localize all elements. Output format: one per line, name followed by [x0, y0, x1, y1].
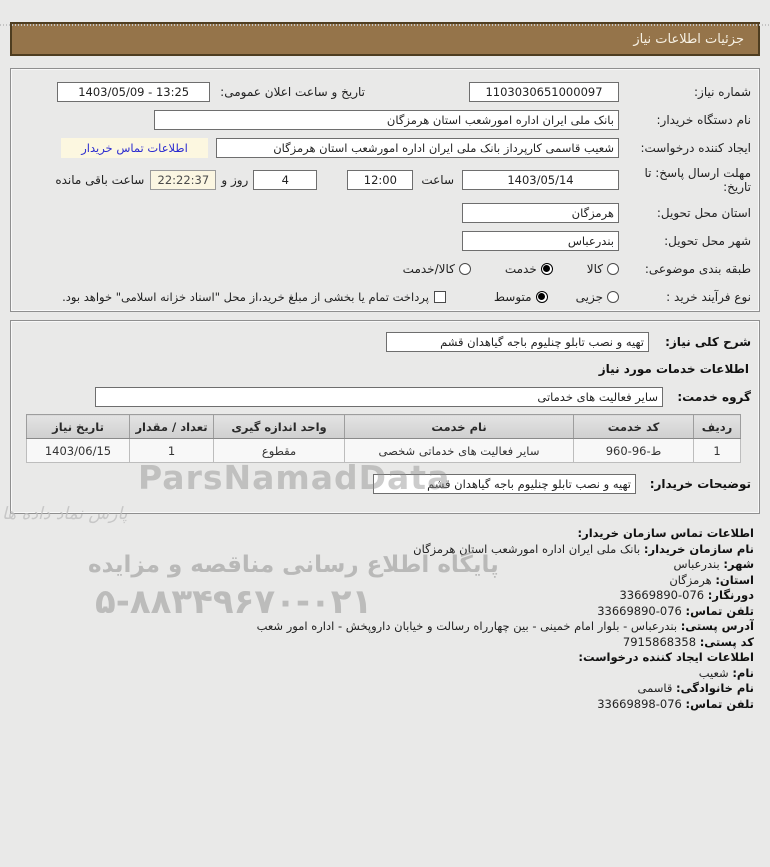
contact-line [0, 681, 754, 697]
watermark-phone: ۵-۸۸۳۴۹۶۷۰-۰۲۱ [95, 582, 373, 622]
first-name-value: شعیب [698, 665, 729, 680]
category-option-service[interactable] [505, 262, 553, 276]
subject-category-label: طبقه بندی موضوعی: [644, 261, 751, 276]
city-value: بندرعباس [673, 557, 720, 571]
page-title: جزئیات اطلاعات نیاز [633, 31, 744, 47]
hour-label: ساعت [421, 173, 454, 187]
province-value: هرمزگان [669, 572, 712, 587]
creator-phone-label: تلفن تماس: [685, 696, 754, 711]
postal-code-label: کد پستی: [699, 634, 754, 649]
row-buyer-org [19, 109, 751, 130]
deadline-label-line1: مهلت ارسال پاسخ: تا [644, 166, 751, 180]
fax-value: 076-33669890 [619, 588, 705, 602]
row-delivery-city [19, 230, 751, 251]
deadline-label [619, 166, 751, 194]
cell-service-code: ط-96-960 [574, 439, 694, 463]
deadline-label-line2: تاریخ: [723, 180, 751, 194]
radio-goods-label: کالا [586, 261, 603, 276]
buyer-contact-link[interactable]: اطلاعات تماس خریدار [61, 138, 208, 158]
row-need-number [19, 81, 751, 102]
cell-quantity: 1 [130, 439, 214, 463]
page [0, 22, 770, 867]
services-info-heading: اطلاعات خدمات مورد نیاز [598, 362, 749, 376]
buyer-notes-label: توضیحات خریدار: [649, 476, 751, 491]
buyer-org-field[interactable]: بانک ملی ایران اداره امورشعب استان هرمزگان [154, 110, 619, 130]
table-row [27, 439, 741, 463]
row-request-creator [19, 137, 751, 158]
creator-contact-heading: اطلاعات ایجاد کننده درخواست: [578, 650, 754, 664]
phone-label: تلفن تماس: [685, 603, 754, 618]
services-table [26, 414, 741, 463]
contact-line [0, 619, 754, 635]
fax-label: دورنگار: [707, 588, 754, 602]
need-description-label: شرح کلی نیاز: [665, 334, 751, 349]
row-deadline [19, 165, 751, 195]
row-delivery-province [19, 202, 751, 223]
contact-line [0, 588, 754, 604]
radio-medium-icon[interactable] [536, 291, 548, 303]
col-header-service-code: کد خدمت [574, 415, 694, 439]
service-group-label: گروه خدمت: [677, 389, 751, 404]
request-creator-label: ایجاد کننده درخواست: [640, 140, 751, 155]
row-purchase-process [19, 286, 751, 307]
phone-value: 076-33669890 [597, 603, 682, 618]
contact-line [0, 697, 754, 713]
watermark-brand-en: ParsNamadData [138, 458, 451, 497]
first-name-label: نام: [732, 665, 754, 680]
cell-service-name: سایر فعالیت های خدماتی شخصی [345, 439, 574, 463]
request-info-panel [10, 68, 760, 312]
buyer-org-label: نام دستگاه خریدار: [656, 112, 751, 127]
deadline-time-field[interactable]: 12:00 [347, 170, 413, 190]
col-header-row-number: ردیف [694, 415, 741, 439]
col-header-quantity: تعداد / مقدار [130, 415, 214, 439]
postal-code-value: 7915868358 [622, 634, 697, 649]
cell-row-number: 1 [694, 439, 741, 463]
buyer-notes-field[interactable]: تهیه و نصب تابلو چنلیوم باجه گیاهدان قشم [373, 474, 636, 494]
col-header-service-name: نام خدمت [345, 415, 574, 439]
radio-minor-icon[interactable] [607, 291, 619, 303]
treasury-checkbox-icon[interactable] [434, 291, 446, 303]
contact-line [0, 666, 754, 682]
contact-line [0, 557, 754, 573]
announce-datetime-field[interactable]: 1403/05/09 - 13:25 [57, 82, 210, 102]
request-creator-field[interactable]: شعیب قاسمی کارپرداز بانک ملی ایران اداره امورشعب استان هرمزگان [216, 138, 619, 158]
announce-datetime-label: تاریخ و ساعت اعلان عمومی: [220, 84, 365, 99]
services-table-header-row [27, 415, 741, 439]
org-contact-heading: اطلاعات تماس سازمان خریدار: [577, 526, 754, 540]
category-option-goods[interactable] [587, 262, 619, 276]
delivery-city-label: شهر محل تحویل: [664, 233, 751, 248]
creator-phone-value: 076-33669898 [597, 696, 682, 711]
top-dotted-divider [0, 24, 770, 28]
org-name-value: بانک ملی ایران اداره امورشعب استان هرمزگان [413, 541, 641, 556]
org-name-label: نام سازمان خریدار: [643, 541, 754, 556]
radio-service-label: خدمت [504, 261, 537, 276]
cell-unit: مقطوع [214, 439, 345, 463]
treasury-option[interactable] [62, 290, 446, 304]
row-subject-category [19, 258, 751, 279]
delivery-province-label: استان محل تحویل: [656, 205, 751, 220]
need-description-field[interactable]: تهیه و نصب تابلو چنلیوم باجه گیاهدان قشم [386, 332, 649, 352]
city-label: شهر: [723, 557, 754, 571]
deadline-date-field[interactable]: 1403/05/14 [462, 170, 619, 190]
cell-need-date: 1403/06/15 [27, 439, 130, 463]
last-name-value: قاسمی [637, 681, 673, 695]
radio-medium-label: متوسط [493, 289, 532, 304]
radio-goods-icon[interactable] [607, 263, 619, 275]
province-label: استان: [715, 572, 754, 587]
radio-service-icon[interactable] [541, 263, 553, 275]
process-option-medium[interactable] [494, 290, 548, 304]
need-number-label: شماره نیاز: [694, 84, 751, 99]
contact-line [0, 542, 754, 558]
col-header-unit: واحد اندازه گیری [214, 415, 345, 439]
process-option-minor[interactable] [576, 290, 619, 304]
row-need-description [19, 331, 751, 352]
radio-goods-service-icon[interactable] [459, 263, 471, 275]
service-group-field[interactable]: سایر فعالیت های خدماتی [95, 387, 663, 407]
days-and-label: روز و [221, 173, 249, 187]
services-panel [10, 320, 760, 514]
postal-address-label: آدرس پستی: [680, 619, 754, 633]
postal-address-value: بندرعباس - بلوار امام خمینی - بین چهارراه رسالت و خیابان داروپخش - اداره امور شعب [256, 619, 678, 633]
contact-section [0, 514, 770, 712]
radio-minor-label: جزیی [575, 289, 603, 304]
days-remaining-field: 4 [253, 170, 317, 190]
treasury-checkbox-label: پرداخت تمام یا بخشی از مبلغ خرید،از محل "اسناد خزانه اسلامی" خواهد بود. [62, 289, 429, 304]
col-header-need-date: تاریخ نیاز [27, 415, 130, 439]
last-name-label: نام خانوادگی: [676, 681, 754, 695]
purchase-process-label: نوع فرآیند خرید : [666, 289, 751, 304]
need-number-field[interactable]: 1103030651000097 [469, 82, 619, 102]
row-buyer-notes [19, 473, 751, 494]
hours-remaining-label: ساعت باقی مانده [55, 173, 145, 187]
countdown-timer: 22:22:37 [150, 170, 216, 190]
delivery-province-field[interactable]: هرمزگان [462, 203, 619, 223]
contact-line [0, 573, 754, 589]
contact-line [0, 604, 754, 620]
radio-goods-service-label: کالا/خدمت [402, 261, 455, 276]
category-option-goods-service[interactable] [403, 262, 471, 276]
watermark-script-fa: پارس نماد داده ها [2, 504, 128, 524]
row-service-group [19, 386, 751, 407]
delivery-city-field[interactable]: بندرعباس [462, 231, 619, 251]
watermark-brand-fa: پایگاه اطلاع رسانی مناقصه و مزایده [88, 552, 499, 578]
contact-line [0, 635, 754, 651]
